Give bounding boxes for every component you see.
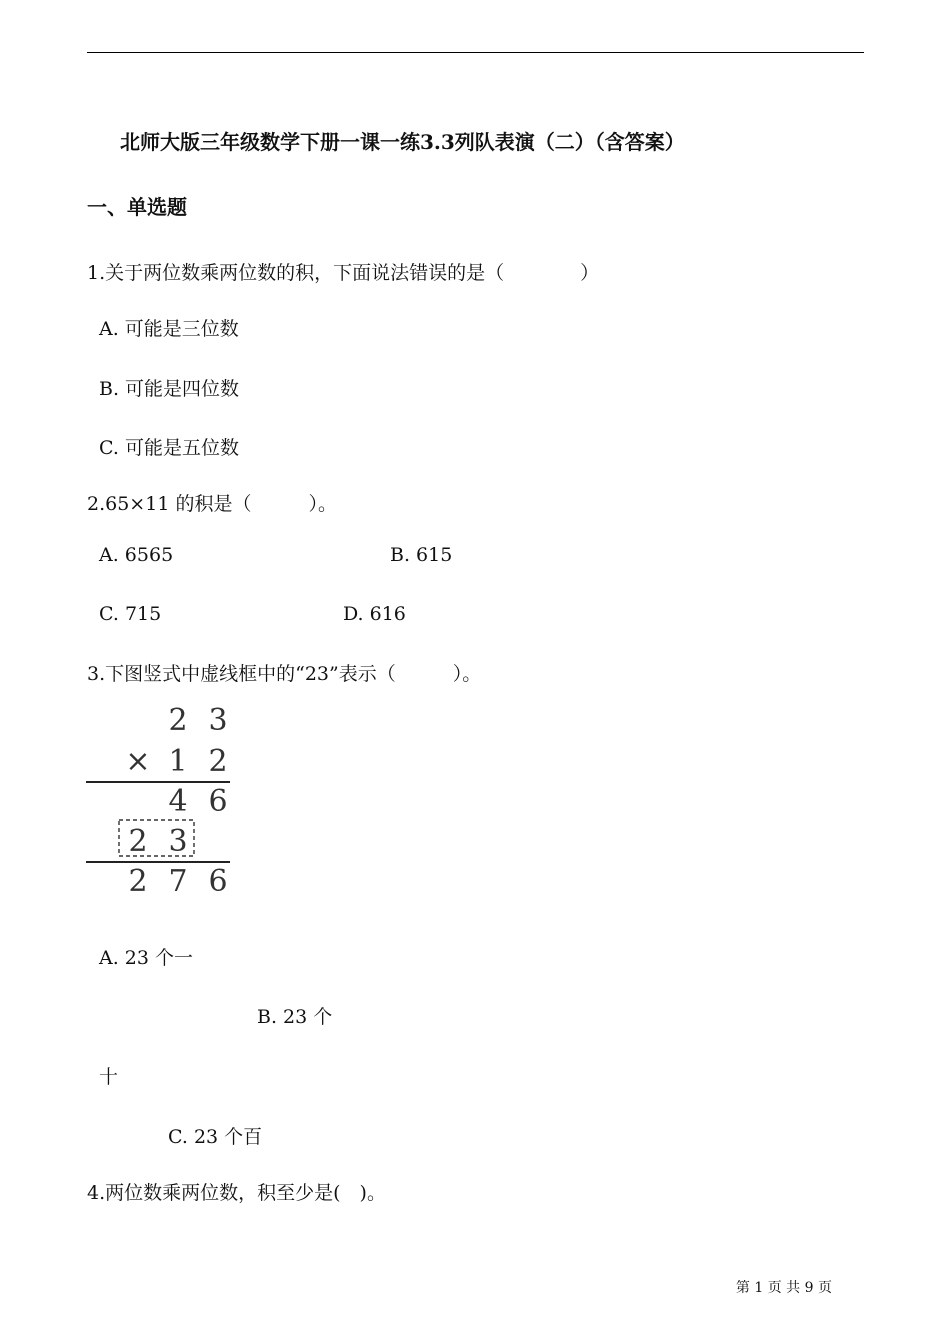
question-1-option-c: C. 可能是五位数 xyxy=(99,437,239,459)
header-rule xyxy=(87,52,864,53)
question-3-text: 3.下图竖式中虚线框中的“23”表示（ ）。 xyxy=(87,663,482,685)
question-2-text: 2.65×11 的积是（ ）。 xyxy=(87,493,337,515)
digit: 4 xyxy=(168,784,188,819)
question-2-option-b: B. 615 xyxy=(390,544,453,566)
question-2-option-d: D. 616 xyxy=(343,603,406,625)
times-sign: × xyxy=(125,744,151,779)
question-1-text: 1.关于两位数乘两位数的积，下面说法错误的是（ ） xyxy=(87,262,600,284)
digit: 2 xyxy=(128,824,148,859)
digit: 2 xyxy=(208,744,228,779)
question-2-option-c: C. 715 xyxy=(99,603,162,625)
digit: 3 xyxy=(168,824,188,859)
digit: 2 xyxy=(168,703,188,738)
question-4-text: 4.两位数乘两位数，积至少是( )。 xyxy=(87,1182,386,1204)
digit: 6 xyxy=(208,864,228,899)
question-3-option-b-continued: 十 xyxy=(99,1066,119,1088)
question-2-option-a: A. 6565 xyxy=(99,544,174,566)
question-3-option-b: B. 23 个 xyxy=(257,1006,333,1028)
digit: 7 xyxy=(168,864,188,899)
vertical-multiplication-figure xyxy=(80,698,240,903)
digit: 2 xyxy=(128,864,148,899)
question-1-option-b: B. 可能是四位数 xyxy=(99,378,240,400)
digit: 1 xyxy=(168,744,188,779)
document-title: 北师大版三年级数学下册一课一练3.3列队表演（二）（含答案） xyxy=(120,130,685,154)
section-heading: 一、单选题 xyxy=(87,195,187,219)
question-1-option-a: A. 可能是三位数 xyxy=(99,318,239,340)
digit: 6 xyxy=(208,784,228,819)
question-3-option-c: C. 23 个百 xyxy=(168,1126,263,1148)
digit: 3 xyxy=(208,703,228,738)
question-3-option-a: A. 23 个一 xyxy=(99,947,194,969)
page-footer: 第 1 页 共 9 页 xyxy=(735,1280,832,1296)
